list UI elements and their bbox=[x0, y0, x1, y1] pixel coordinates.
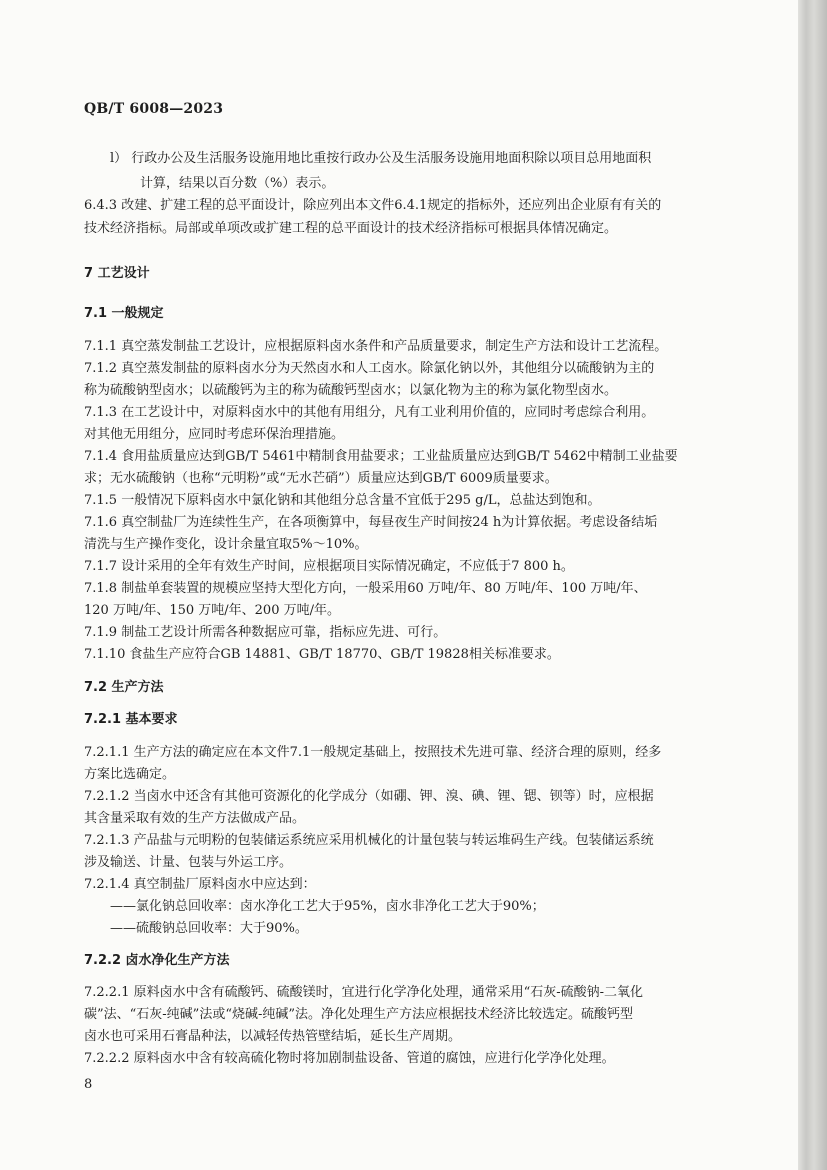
clause-7-1-5: 7.1.5 一般情况下原料卤水中氯化钠和其他组分总含量不宜低于295 g/L，总盐达到饱和。 bbox=[84, 493, 601, 508]
clause-7-1-8-line1: 7.1.8 制盐单套装置的规模应坚持大型化方向，一般采用60 万吨/年、80 万吨/年、100 万吨/年、 bbox=[84, 581, 647, 596]
clause-7-2-1-2-line1: 7.2.1.2 当卤水中还含有其他可资源化的化学成分（如硼、钾、溴、碘、锂、锶、钡等）时，应根据 bbox=[84, 789, 654, 804]
clause-7-1-6-line2: 清洗与生产操作变化，设计余量宜取5%～10%。 bbox=[84, 537, 368, 552]
section-7-1-heading: 7.1 一般规定 bbox=[84, 306, 164, 321]
clause-7-1-9: 7.1.9 制盐工艺设计所需各种数据应可靠，指标应先进、可行。 bbox=[84, 625, 447, 640]
clause-6-4-3-line1: 6.4.3 改建、扩建工程的总平面设计，除应列出本文件6.4.1规定的指标外，还应列出企业原有有关的 bbox=[84, 198, 662, 213]
section-7-2-heading: 7.2 生产方法 bbox=[84, 680, 164, 695]
clause-7-2-2-1-line3: 卤水也可采用石膏晶种法，以减轻传热管壁结垢，延长生产周期。 bbox=[84, 1029, 462, 1044]
clause-6-4-3-line2: 技术经济指标。局部或单项改或扩建工程的总平面设计的技术经济指标可根据具体情况确定。 bbox=[84, 221, 618, 236]
clause-7-1-1: 7.1.1 真空蒸发制盐工艺设计，应根据原料卤水条件和产品质量要求，制定生产方法和设计工艺流程。 bbox=[84, 339, 668, 354]
clause-7-2-1-1-line1: 7.2.1.1 生产方法的确定应在本文件7.1一般规定基础上，按照技术先进可靠、经济合理的原则，经多 bbox=[84, 745, 662, 760]
clause-7-1-7: 7.1.7 设计采用的全年有效生产时间，应根据项目实际情况确定，不应低于7 800 h。 bbox=[84, 559, 574, 574]
clause-7-1-4-line2: 求；无水硫酸钠（也称“元明粉”或“无水芒硝”）质量应达到GB/T 6009质量要求。 bbox=[84, 471, 558, 486]
list-item-l-line1: l） 行政办公及生活服务设施用地比重按行政办公及生活服务设施用地面积除以项目总用地面积 bbox=[110, 151, 652, 166]
clause-7-1-8-line2: 120 万吨/年、150 万吨/年、200 万吨/年。 bbox=[84, 603, 340, 618]
clause-7-1-3-line1: 7.1.3 在工艺设计中，对原料卤水中的其他有用组分，凡有工业利用价值的，应同时考虑综合利用。 bbox=[84, 405, 655, 420]
clause-7-1-2-line1: 7.1.2 真空蒸发制盐的原料卤水分为天然卤水和人工卤水。除氯化钠以外，其他组分以硫酸钠为主的 bbox=[84, 361, 655, 376]
clause-7-2-1-3-line2: 涉及输送、计量、包装与外运工序。 bbox=[84, 855, 293, 870]
clause-7-2-1-1-line2: 方案比选确定。 bbox=[84, 767, 176, 782]
clause-7-1-10: 7.1.10 食盐生产应符合GB 14881、GB/T 18770、GB/T 19828相关标准要求。 bbox=[84, 647, 560, 662]
clause-7-2-1-4-item2: ——硫酸钠总回收率：大于90%。 bbox=[110, 921, 308, 936]
clause-7-2-1-3-line1: 7.2.1.3 产品盐与元明粉的包装储运系统应采用机械化的计量包装与转运堆码生产线。包装储运系统 bbox=[84, 833, 654, 848]
standard-code: QB/T 6008—2023 bbox=[84, 101, 224, 117]
clause-7-2-1-2-line2: 其含量采取有效的生产方法做成产品。 bbox=[84, 811, 306, 826]
clause-7-1-2-line2: 称为硫酸钠型卤水；以硫酸钙为主的称为硫酸钙型卤水；以氯化物为主的称为氯化物型卤水。 bbox=[84, 383, 618, 398]
clause-7-2-2-2: 7.2.2.2 原料卤水中含有较高硫化物时将加剧制盐设备、管道的腐蚀，应进行化学净化处理。 bbox=[84, 1051, 615, 1066]
scan-binding-edge bbox=[798, 0, 827, 1170]
clause-7-2-1-4: 7.2.1.4 真空制盐厂原料卤水中应达到： bbox=[84, 877, 316, 892]
clause-7-1-3-line2: 对其他无用组分，应同时考虑环保治理措施。 bbox=[84, 427, 345, 442]
section-7-2-1-heading: 7.2.1 基本要求 bbox=[84, 712, 178, 727]
section-7-heading: 7 工艺设计 bbox=[84, 266, 150, 281]
clause-7-2-2-1-line1: 7.2.2.1 原料卤水中含有硫酸钙、硫酸镁时，宜进行化学净化处理，通常采用“石灰-硫酸钠-二氧化 bbox=[84, 985, 644, 1000]
section-7-2-2-heading: 7.2.2 卤水净化生产方法 bbox=[84, 953, 230, 968]
clause-7-2-1-4-item1: ——氯化钠总回收率：卤水净化工艺大于95%，卤水非净化工艺大于90%； bbox=[110, 899, 545, 914]
clause-7-1-4-line1: 7.1.4 食用盐质量应达到GB/T 5461中精制食用盐要求；工业盐质量应达到GB/T 5462中精制工业盐要 bbox=[84, 449, 678, 464]
clause-7-2-2-1-line2: 碳”法、“石灰-纯碱”法或“烧碱-纯碱”法。净化处理生产方法应根据技术经济比较选定。硫酸钙型 bbox=[84, 1007, 634, 1022]
list-item-l-line2: 计算，结果以百分数（%）表示。 bbox=[140, 176, 335, 191]
page-number: 8 bbox=[84, 1077, 93, 1092]
clause-7-1-6-line1: 7.1.6 真空制盐厂为连续性生产，在各项衡算中，每昼夜生产时间按24 h为计算依据。考虑设备结垢 bbox=[84, 515, 658, 530]
